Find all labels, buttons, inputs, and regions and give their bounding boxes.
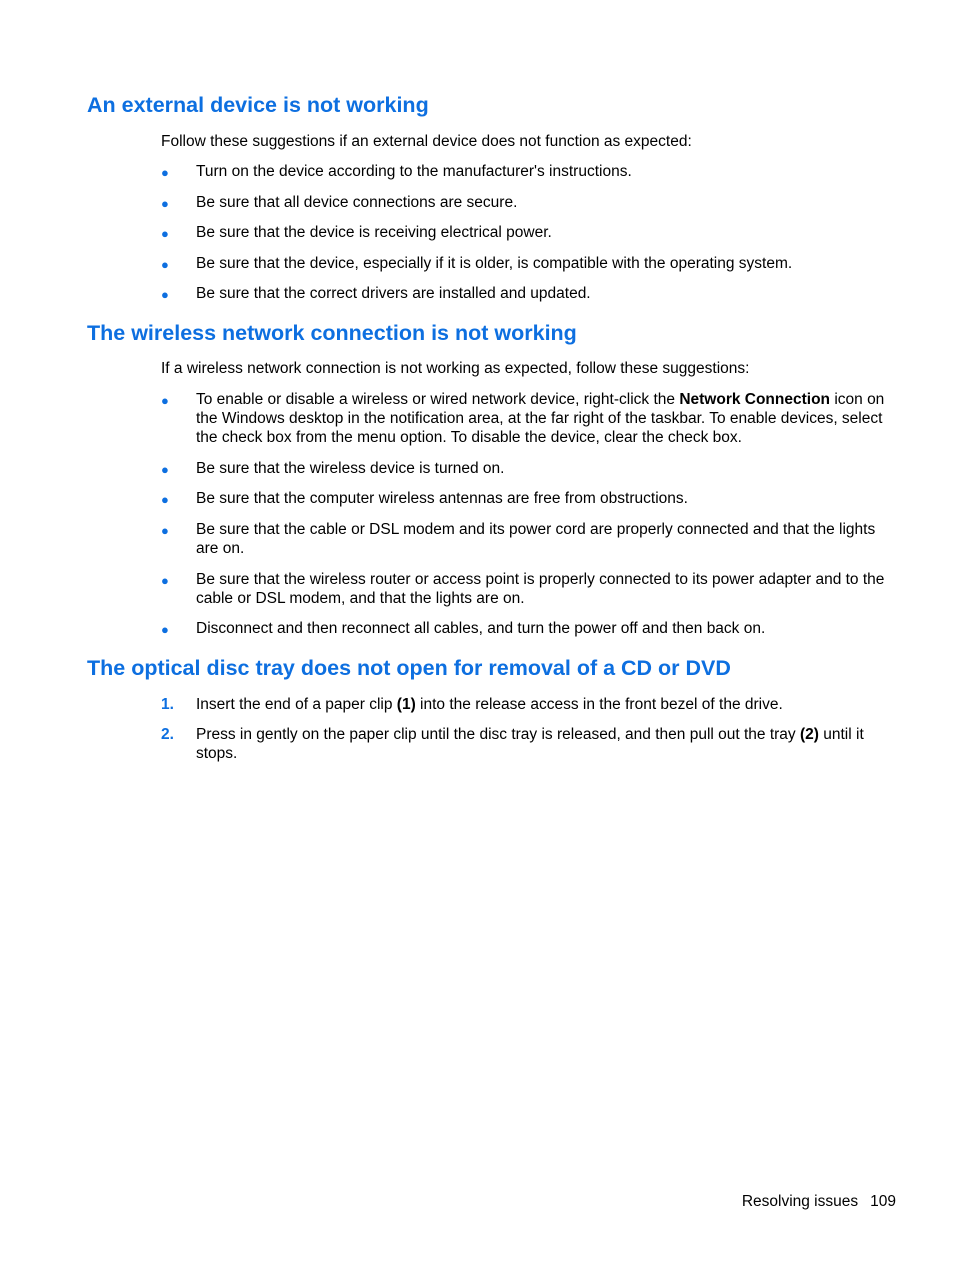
page-footer (742, 1192, 896, 1211)
step-number: 2. (161, 726, 174, 743)
list-item-text: Be sure that the device is receiving electrical power. (196, 224, 552, 241)
bullet-icon: ● (161, 462, 169, 477)
bullet-icon: ● (161, 622, 169, 637)
list-item-text: Be sure that the correct drivers are installed and updated. (196, 285, 591, 302)
list-item (161, 162, 886, 181)
list-item (161, 254, 886, 273)
list-item-text (196, 390, 886, 447)
bullet-icon: ● (161, 523, 169, 538)
list-item (161, 459, 886, 478)
list-item (161, 570, 886, 608)
bullet-icon: ● (161, 257, 169, 272)
page-number: 109 (870, 1193, 896, 1210)
list-item-text: Be sure that the wireless device is turned on. (196, 460, 505, 477)
step-text-end: into the release access in the front bezel of the drive. (415, 696, 783, 713)
list-item-text-start: To enable or disable a wireless or wired network device, right-click the (196, 391, 680, 408)
list-item (161, 193, 886, 212)
bullet-icon: ● (161, 226, 169, 241)
network-connection-term: Network Connection (679, 391, 831, 408)
intro-external-device: Follow these suggestions if an external device does not function as expected: (161, 133, 692, 150)
step-text-start: Press in gently on the paper clip until the disc tray is released, and then pull out the tray (196, 726, 800, 743)
heading-optical-disc: The optical disc tray does not open for removal of a CD or DVD (87, 656, 731, 680)
bullet-icon: ● (161, 287, 169, 302)
intro-wireless-network: If a wireless network connection is not working as expected, follow these suggestions: (161, 360, 750, 377)
bullet-icon: ● (161, 573, 169, 588)
step-text-end: until it stops. (196, 726, 864, 762)
step-number: 1. (161, 696, 174, 713)
list-item (161, 284, 886, 303)
step-text-start: Insert the end of a paper clip (196, 696, 397, 713)
list-item (161, 390, 886, 447)
list-item (161, 489, 886, 508)
list-item (161, 223, 886, 242)
heading-wireless-network: The wireless network connection is not working (87, 321, 577, 345)
list-item-text: Be sure that all device connections are secure. (196, 194, 518, 211)
list-item-text: Be sure that the computer wireless antennas are free from obstructions. (196, 490, 688, 507)
list-item-text: Be sure that the cable or DSL modem and its power cord are properly connected and that the lights are on. (196, 521, 876, 557)
numbered-step (161, 725, 886, 763)
callout-label: (2) (800, 726, 819, 743)
list-item (161, 619, 886, 638)
bullet-icon: ● (161, 393, 169, 408)
bullet-icon: ● (161, 196, 169, 211)
list-item-text-end: icon on the Windows desktop in the notification area, at the far right of the taskbar. To enable devices, select the check box from the menu option. To disable the device, clear the check box. (196, 391, 885, 446)
bullet-icon: ● (161, 492, 169, 507)
list-item-text: Be sure that the device, especially if it is older, is compatible with the operating system. (196, 255, 793, 272)
list-item-text: Turn on the device according to the manufacturer's instructions. (196, 163, 632, 180)
bullet-icon: ● (161, 165, 169, 180)
list-item (161, 520, 886, 558)
step-text (196, 725, 886, 763)
footer-section-name: Resolving issues (741, 1193, 859, 1210)
heading-external-device: An external device is not working (87, 93, 429, 117)
list-item-text: Disconnect and then reconnect all cables, and turn the power off and then back on. (196, 620, 766, 637)
numbered-step (161, 695, 886, 714)
list-item-text: Be sure that the wireless router or access point is properly connected to its power adapter and to the cable or DSL modem, and that the lights are on. (196, 571, 885, 607)
callout-label: (1) (396, 696, 416, 713)
step-text (196, 695, 886, 714)
